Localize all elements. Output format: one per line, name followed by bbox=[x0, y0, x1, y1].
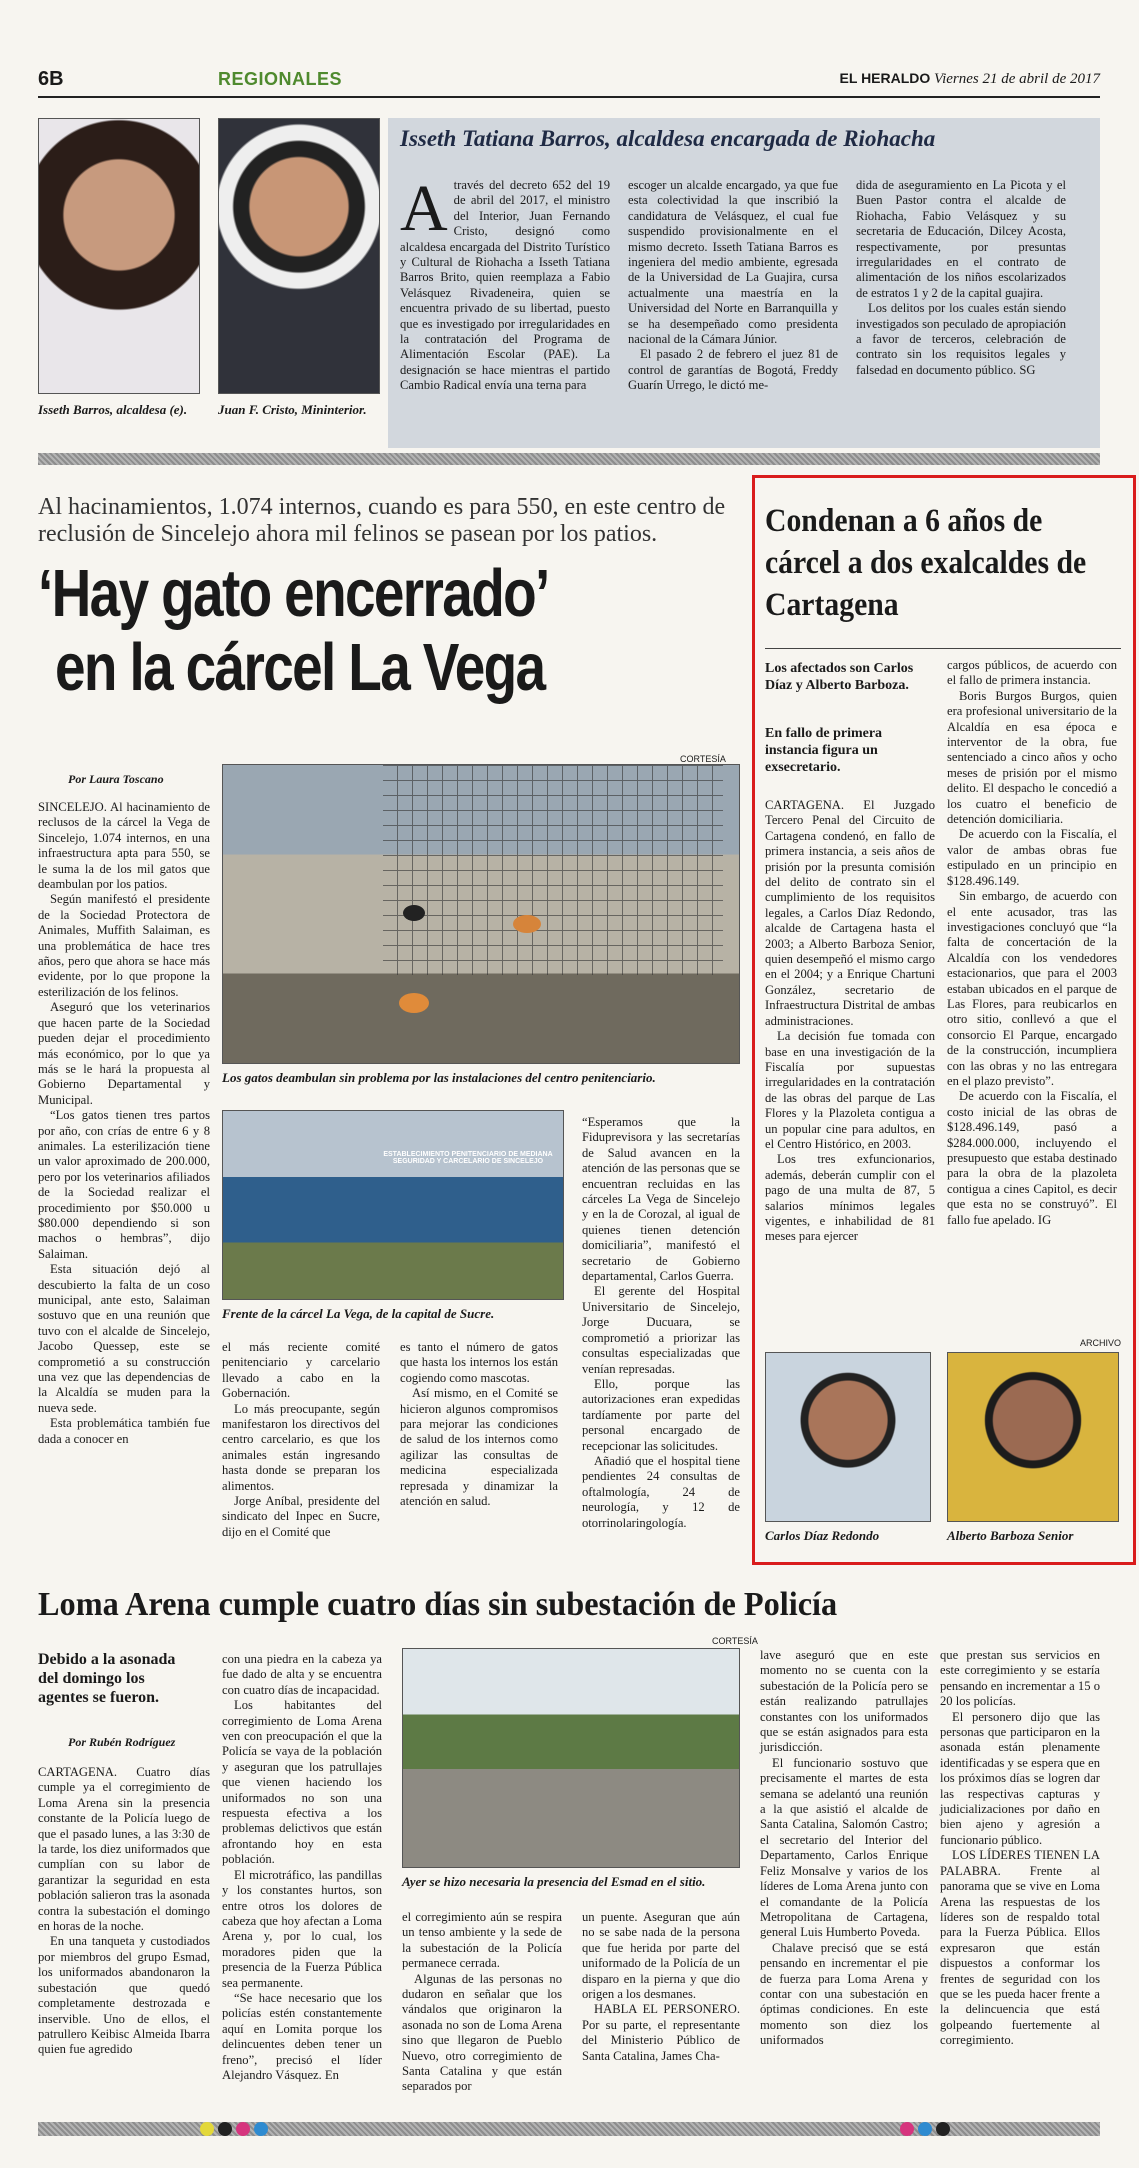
issue-date: Viernes 21 de abril de 2017 bbox=[934, 71, 1100, 87]
registration-mark bbox=[218, 2122, 232, 2136]
paragraph: De acuerdo con la Fiscalía, el costo inicial de las obras de $128.496.149, pasó a $284.000.000, incluyendo el presupuesto que estaba destinado para la obra de la plazoleta contigua a cines Capitol, es decir que esta no se construyó”. El fallo fue apelado. IG bbox=[947, 1089, 1117, 1227]
paragraph: El personero dijo que las personas que participaron en la asonada están plenamente identificadas y se espera que en los próximos días se logren dar las respectivas capturas y judicializaciones por daño en bien ajeno y agresión a funcionario público. bbox=[940, 1709, 1100, 1847]
paragraph: un puente. Aseguran que aún no se sabe nada de la persona que fue herida por parte del uniformado de la Policía de un disparo en la pierna y que dio origen a los desmanes. bbox=[582, 1910, 740, 2002]
loma-col-5 bbox=[760, 1648, 928, 2049]
gato-title-1: ‘Hay gato encerrado’ bbox=[38, 556, 549, 631]
top-col-1 bbox=[400, 172, 610, 394]
esmad-photo bbox=[402, 1648, 740, 1868]
gato-col-2 bbox=[222, 1340, 380, 1540]
masthead bbox=[840, 70, 1100, 88]
esmad-caption: Ayer se hizo necesaria la presencia del Esmad en el sitio. bbox=[402, 1874, 706, 1889]
top-col-2-text-b: El pasado 2 de febrero el juez 81 de control de garantías de Bogotá, Freddy Guarín Urrego, le dictó me- bbox=[628, 347, 838, 393]
gato-col-1 bbox=[38, 800, 210, 1447]
paragraph: “Esperamos que la Fiduprevisora y las secretarías de Salud avancen en la atención de las personas que se encuentran recluidas en las cárceles La Vega de Sincelejo y en la de Corozal, al igual de quienes tienen detención domiciliaria”, manifestó el secretario de Gobierno departamental, Carlos Guerra. bbox=[582, 1115, 740, 1284]
registration-mark bbox=[900, 2122, 914, 2136]
paragraph: Según manifestó el presidente de la Sociedad Protectora de Animales, Muffith Salaiman, es una problemática de hace tres años, pero que ahora se hace más evidente, por lo que propone la esterilización de los felinos. bbox=[38, 892, 210, 999]
gato-kicker: Al hacinamientos, 1.074 internos, cuando es para 550, en este centro de reclusión de Sincelejo ahora mil felinos se pasean por los patios. bbox=[38, 494, 726, 547]
condena-rule bbox=[765, 648, 1121, 649]
prison-caption: Frente de la cárcel La Vega, de la capital de Sucre. bbox=[222, 1306, 495, 1321]
registration-mark bbox=[254, 2122, 268, 2136]
loma-col-3 bbox=[402, 1910, 562, 2095]
top-story-box bbox=[388, 118, 1100, 448]
condena-sub-2: En fallo de primera instancia figura un exsecretario. bbox=[765, 726, 883, 775]
paragraph: “Se hace necesario que los policías estén constantemente aquí en Lomita porque los delincuentes deben tener un freno”, precisó el líder Alejandro Vásquez. En bbox=[222, 1990, 382, 2082]
condena-col-2 bbox=[947, 658, 1117, 1228]
registration-mark bbox=[200, 2122, 214, 2136]
header-rule bbox=[38, 96, 1100, 98]
top-col-2-text: escoger un alcalde encargado, ya que fue esta colectividad la que inscribió la candidatura de Velásquez, el cual fue suspendido provisionalmente en el mismo decreto. Isseth Tatiana Barros es ingeniera del medio ambiente, egresada de la Universidad de La Guajira, cursa actualmente una maestría en la Universidad del Norte en Barranquilla y se ha desempeñado como presidenta nacional de la Cámara Júnior. bbox=[628, 178, 838, 347]
top-col-3 bbox=[856, 178, 1066, 378]
paragraph: el más reciente comité penitenciario y carcelario llevado a cabo en la Gobernación. bbox=[222, 1340, 380, 1401]
paragraph: Algunas de las personas no dudaron en señalar que los vándalos que originaron la asonada no son de Loma Arena sino que llegaron de Pueblo Nuevo, otro corregimiento de Santa Catalina y que están separados por bbox=[402, 1971, 562, 2094]
top-col-1-text: través del decreto 652 del 19 de abril del 2017, el ministro del Interior, Juan Fernando Cristo, designó como alcaldesa encargada del Distrito Turístico y Cultural de Riohacha a Isseth Tatiana Barros Brito, quien reemplaza a Fabio Velásquez Rivadeneira, quien se encuentra privado de su libertad, puesto que es investigado por irregularidades en la contratación del Programa de Alimentación Escolar (PAE). La designación se hace mientras el partido Cambio Radical envía una terna para bbox=[400, 178, 610, 393]
paragraph: Ello, porque las autorizaciones eran expedidas tardíamente por parte del personal encargado de recepcionar las solicitudes. bbox=[582, 1376, 740, 1453]
loma-credit: CORTESÍA bbox=[712, 1636, 758, 1646]
loma-byline: Por Rubén Rodríguez bbox=[68, 1735, 176, 1749]
diaz-caption: Carlos Díaz Redondo bbox=[765, 1528, 880, 1543]
loma-col-6 bbox=[940, 1648, 1100, 2049]
paragraph: Añadió que el hospital tiene pendientes 24 consultas de oftalmología, 24 de neurología, y 12 de otorrinolaringología. bbox=[582, 1453, 740, 1530]
paragraph: Esta problemática también fue dada a conocer en bbox=[38, 1416, 210, 1446]
cats-photo bbox=[222, 764, 740, 1064]
paragraph: Así mismo, en el Comité se hicieron algunos compromisos para mejorar las condiciones de salud de los internos como agilizar las consultas de medicina especializada represada y dinamizar la atención en salud. bbox=[400, 1386, 558, 1509]
gato-col-4 bbox=[582, 1115, 740, 1531]
paragraph: CARTAGENA. El Juzgado Tercero Penal del Circuito de Cartagena condenó, en fallo de primera instancia, a seis años de prisión por la presunta comisión del delito de contrato sin el cumplimiento de los requisitos legales, a Carlos Díaz Redondo, alcalde de Cartagena hasta el 2003; a Alberto Barboza Senior, quien desempeñó el mismo cargo en el 2004; y a Enrique Chartuni González, secretario de Infraestructura Distrital de ambas administraciones. bbox=[765, 798, 935, 1028]
loma-col-4 bbox=[582, 1910, 740, 2064]
barros-caption: Isseth Barros, alcaldesa (e). bbox=[38, 402, 188, 417]
paragraph: LOS LÍDERES TIENEN LA PALABRA. Frente al panorama que se vive en Loma Arena las respuestas de los líderes son de respaldo total para la Fuerza Pública. Ellos expresaron que están dispuestos a conformar los frentes de seguridad con los que se les pueda hacer frente a la delincuencia que está golpeando fuertemente al corregimiento. bbox=[940, 1848, 1100, 2048]
paragraph: “Los gatos tienen tres partos por año, con crías de entre 6 y 8 animales. La esterilización tiene un valor aproximado de 200.000, pero por los veterinarios afiliados de la Sociedad realizar el procedimiento por $50.000 u $80.000 dependiendo si son machos o hembras”, dijo Salaiman. bbox=[38, 1108, 210, 1261]
loma-col-2 bbox=[222, 1652, 382, 2083]
page-header bbox=[38, 68, 1100, 98]
paragraph: Lo más preocupante, según manifestaron los directivos del centro carcelario, es que los animales están ingresando hasta donde se preparan los alimentos. bbox=[222, 1401, 380, 1493]
paragraph: el corregimiento aún se respira un tenso ambiente y la sede de la subestación de la Policía permanece cerrada. bbox=[402, 1910, 562, 1971]
barboza-photo bbox=[947, 1352, 1119, 1522]
cat-1 bbox=[403, 905, 425, 921]
paragraph: es tanto el número de gatos que hasta los internos los están cogiendo como mascotas. bbox=[400, 1340, 558, 1385]
condena-col-1 bbox=[765, 798, 935, 1245]
paragraph: SINCELEJO. Al hacinamiento de reclusos de la cárcel la Vega de Sincelejo, 1.074 internos, en una infraestructura apta para 550, se le suma la de los mil gatos que deambulan por los patios. bbox=[38, 800, 210, 892]
paragraph: En una tanqueta y custodiados por miembros del grupo Esmad, los uniformados abandonaron la subestación que quedó completamente destrozada e inservible. Uno de ellos, el patrullero Keibisc Almeida Ibarra quien fue agredido bbox=[38, 1934, 210, 2057]
paragraph: Esta situación dejó al descubierto la falta de un coso municipal, ante esto, Salaiman sostuvo que en una reunión que tuvo con el alcalde de Sincelejo, Jacobo Quessep, este se comprometió a su construcción una vez que las dependencias de la Alcaldía se muden para la nueva sede. bbox=[38, 1262, 210, 1415]
paragraph: Los habitantes del corregimiento de Loma Arena ven con preocupación el que la Policía se vaya de la población y aseguran que los patrullajes que vienen haciendo los uniformados no son una respuesta efectiva a los problemas delictivos que están afrontando hoy en esta población. bbox=[222, 1698, 382, 1867]
paragraph: cargos públicos, de acuerdo con el fallo de primera instancia. bbox=[947, 658, 1117, 688]
loma-col-1 bbox=[38, 1765, 210, 2058]
gato-col-3 bbox=[400, 1340, 558, 1509]
paragraph: Jorge Aníbal, presidente del sindicato del Inpec en Sucre, dijo en el Comité que bbox=[222, 1494, 380, 1539]
loma-title: Loma Arena cumple cuatro días sin subestación de Policía bbox=[38, 1586, 838, 1623]
prison-photo bbox=[222, 1110, 564, 1300]
registration-mark bbox=[936, 2122, 950, 2136]
cats-caption: Los gatos deambulan sin problema por las instalaciones del centro penitenciario. bbox=[222, 1070, 656, 1085]
cat-2 bbox=[513, 915, 541, 933]
top-story-title: Isseth Tatiana Barros, alcaldesa encargada de Riohacha bbox=[400, 126, 936, 151]
section-divider bbox=[38, 453, 1100, 465]
paragraph: El funcionario sostuvo que precisamente el martes de esta semana se adelantó una reunión a la que asistió el alcalde de Santa Catalina, Salomón Castro; el secretario del Interior del Departamento, Carlos Enrique Feliz Monsalve y varios de los líderes de Loma Arena junto con el comandante de la Policía Metropolitana de Cartagena, general Luis Humberto Poveda. bbox=[760, 1755, 928, 1940]
cat-3 bbox=[399, 993, 429, 1013]
top-col-3-text: dida de aseguramiento en La Picota y el Buen Pastor contra el alcalde de Riohacha, Fabio Velásquez y su secretaria de Educación, Dilcey Acosta, respectivamente, por presuntas irregularidades en el contrato de alimentación de los niños escolarizados de estratos 1 y 2 de la capital guajira. bbox=[856, 178, 1066, 300]
paragraph: Aseguró que los veterinarios que hacen parte de la Sociedad pueden dejar el procedimiento más económico, por lo que ya más se le hará la propuesta al Gobierno Departamental y Municipal. bbox=[38, 1000, 210, 1107]
paragraph: Chalave precisó que se está pensando en incrementar el pie de fuerza para Loma Arena y contar con una subestación en óptimas condiciones. En este momento son diez los uniformados bbox=[760, 1940, 928, 2048]
page-number: 6B bbox=[38, 68, 64, 90]
diaz-photo bbox=[765, 1352, 931, 1522]
paragraph: El microtráfico, las pandillas y los constantes hurtos, son entre otros los dolores de cabeza que hoy afectan a Loma Arena y, por lo cual, los moradores piden que la presencia de la Fuerza Pública sea permanente. bbox=[222, 1867, 382, 1990]
paragraph: El gerente del Hospital Universitario de Sincelejo, Jorge Ducuara, se comprometió a priorizar las consultas especializadas que venían represadas. bbox=[582, 1284, 740, 1376]
paragraph: CARTAGENA. Cuatro días cumple ya el corregimiento de Loma Arena sin la presencia constante de la Policía luego de que el pasado lunes, a las 3:30 de la tarde, los diez uniformados que cumplían con su labor de garantizar la seguridad en esta población salieron tras la asonada contra la subestación el domingo en horas de la noche. bbox=[38, 1765, 210, 1934]
paragraph: con una piedra en la cabeza ya fue dado de alta y se encuentra con cuatro días de incapacidad. bbox=[222, 1652, 382, 1697]
cristo-caption: Juan F. Cristo, Mininterior. bbox=[218, 402, 367, 417]
paragraph: que prestan sus servicios en este corregimiento y se estaría pensando en incrementar a 15 o 20 los policías. bbox=[940, 1648, 1100, 1709]
barboza-caption: Alberto Barboza Senior bbox=[947, 1528, 1074, 1543]
paragraph: Los tres exfuncionarios, además, deberán cumplir con el pago de una multa de 87, 5 salarios mínimos legales vigentes, e inhabilidad de 81 meses para ejercer bbox=[765, 1152, 935, 1244]
cristo-photo bbox=[218, 118, 380, 394]
gato-title-2: en la cárcel La Vega bbox=[55, 630, 545, 705]
paragraph: Sin embargo, de acuerdo con el ente acusador, tras las investigaciones concluyó que “la falta de concertación de la Alcaldía con los vendedores estacionarios, que para el 2003 estaban ubicados en el parque de Las Flores, para reubicarlos en otro sitio, conllevó a que el consorcio El Parque, encargado de la construcción, incumpliera con las obras y no las entregara en el plazo previsto”. bbox=[947, 889, 1117, 1088]
registration-mark bbox=[236, 2122, 250, 2136]
highlight-box bbox=[752, 475, 1136, 1565]
gato-byline: Por Laura Toscano bbox=[68, 772, 164, 786]
paragraph: HABLA EL PERSONERO. Por su parte, el representante del Ministerio Público de Santa Catalina, James Cha- bbox=[582, 2002, 740, 2063]
top-col-2 bbox=[628, 178, 838, 394]
top-col-3-text-b: Los delitos por los cuales están siendo investigados son peculado de apropiación a favor de terceros, celebración de contrato sin los requisitos legales y falsedad en documento público. SG bbox=[856, 301, 1066, 377]
drop-cap: A bbox=[400, 172, 448, 245]
gato-credit: CORTESÍA bbox=[680, 754, 726, 764]
barros-photo bbox=[38, 118, 200, 394]
condena-credit: ARCHIVO bbox=[1080, 1338, 1122, 1348]
loma-deck: Debido a la asonada del domingo los agentes se fueron. bbox=[38, 1651, 176, 1706]
paragraph: De acuerdo con la Fiscalía, el valor de ambas obras fue estipulado en un principio en $128.496.149. bbox=[947, 827, 1117, 888]
paragraph: Boris Burgos Burgos, quien era profesional universitario de la Alcaldía en esa época e interventor de la obra, fue sentenciado a cinco años y ocho meses de prisión por el mismo delito. El despacho le concedió a los cuatro el beneficio de detención domiciliaria. bbox=[947, 688, 1117, 827]
fence bbox=[383, 765, 723, 975]
paper-name: EL HERALDO bbox=[839, 70, 931, 86]
paragraph: lave aseguró que en este momento no se cuenta con la subestación de la Policía pero se están realizando patrullajes constantes con los uniformados que se están asignados para esta jurisdicción. bbox=[760, 1648, 928, 1755]
paragraph: La decisión fue tomada con base en una investigación de la Fiscalía por supuestas irregularidades en la contratación de las obras del parque de Las Flores y la Plazoleta contigua a un popular cine para adultos, en el Centro Histórico, en 2003. bbox=[765, 1029, 935, 1151]
condena-sub-1: Los afectados son Carlos Díaz y Alberto Barboza. bbox=[765, 661, 914, 693]
registration-mark bbox=[918, 2122, 932, 2136]
prison-sign: ESTABLECIMIENTO PENITENCIARIO DE MEDIANA SEGURIDAD Y CARCELARIO DE SINCELEJO bbox=[383, 1151, 553, 1165]
condena-title: Condenan a 6 años de cárcel a dos exalcaldes de Cartagena bbox=[765, 503, 1087, 623]
section-label: REGIONALES bbox=[218, 69, 343, 89]
